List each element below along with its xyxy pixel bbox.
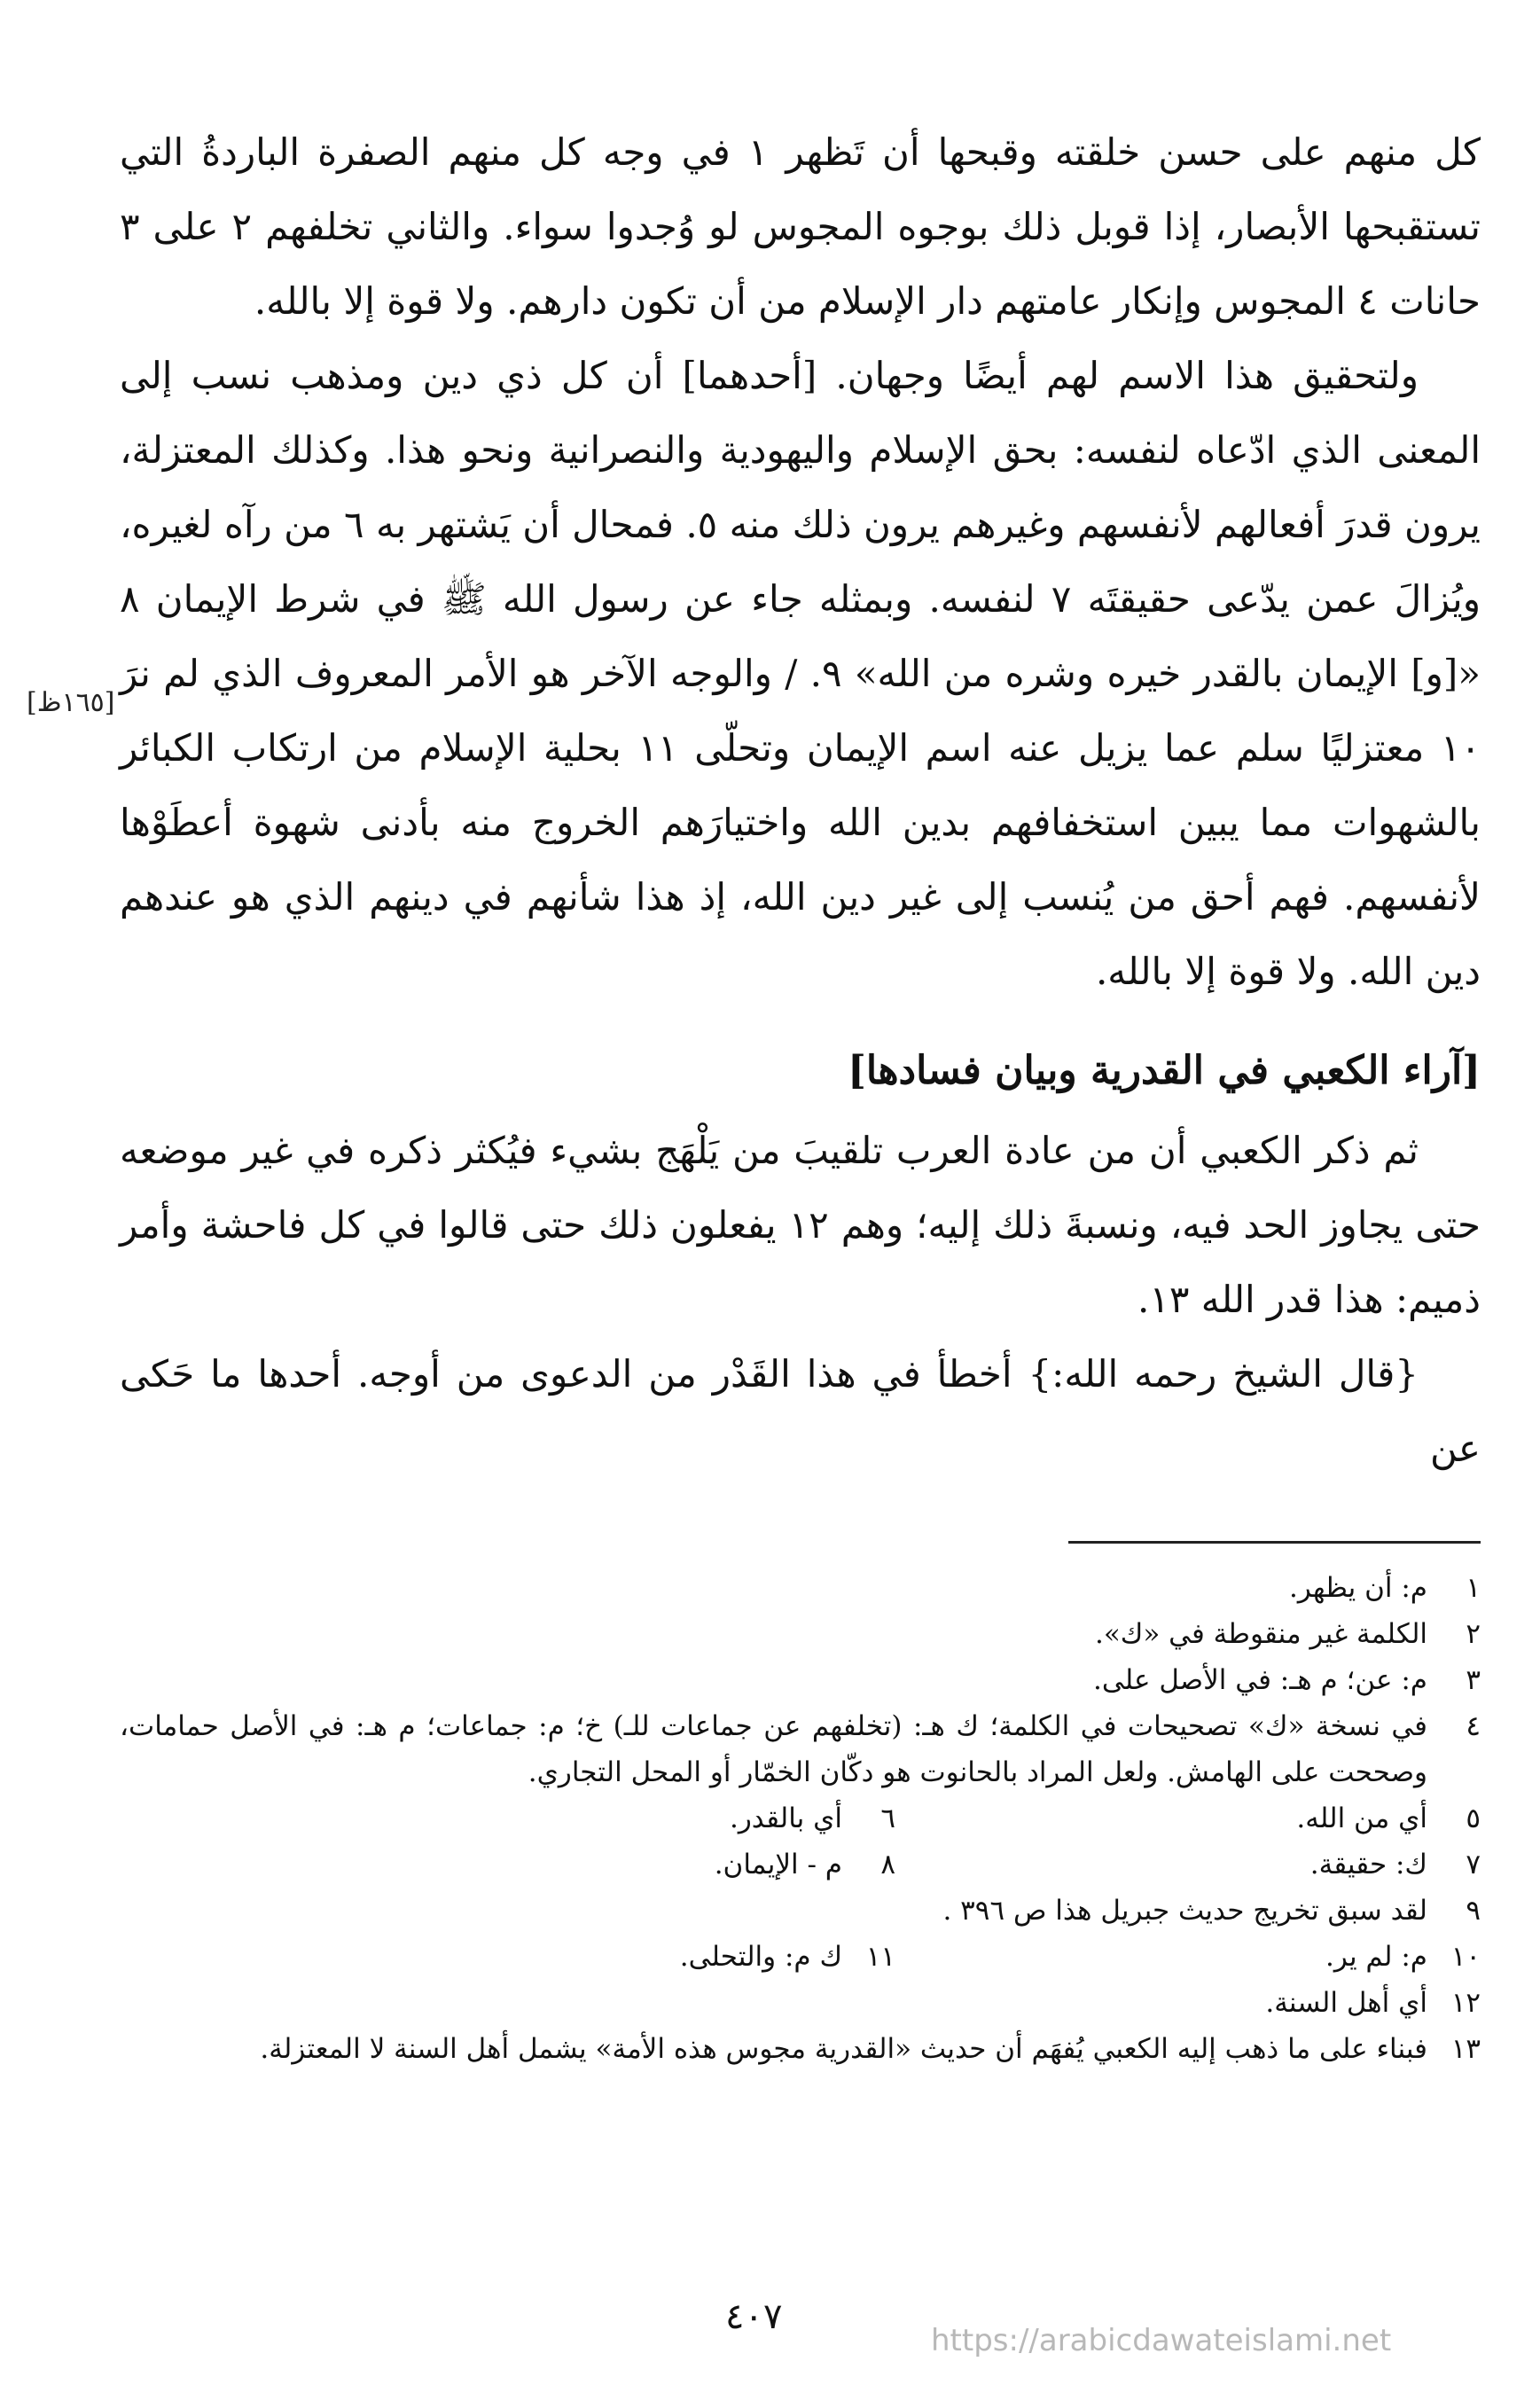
footnote — [895, 1795, 1481, 1842]
footnote-text: أي بالقدر. — [729, 1802, 842, 1834]
footnote — [895, 1842, 1481, 1888]
footnote-text: لقد سبق تخريج حديث جبريل هذا ص ٣٩٦ . — [942, 1895, 1427, 1927]
footnote-text: م: أن يظهر. — [1288, 1572, 1427, 1604]
paragraph-3: ثم ذكر الكعبي أن من عادة العرب تلقيبَ من يَلْهَج بشيء فيُكثر ذكره في غير موضعه حتى يجاوز الحد فيه، ونسبةَ ذلك إليه؛ وهم ١٢ يفعلون ذلك حتى قالوا في كل فاحشة وأمر ذميم: هذا قدر الله ١٣. — [120, 1129, 1481, 1321]
footnote-number: ١٢ — [1450, 1987, 1481, 2019]
footnote-text: م - الإيمان. — [714, 1849, 842, 1881]
footnote-number: ٣ — [1466, 1664, 1481, 1696]
margin-folio-note: [١٦٥ظ] — [27, 687, 115, 718]
footnote-text: ك: حقيقة. — [1309, 1849, 1427, 1881]
footnote-text: م: عن؛ م هـ: في الأصل على. — [1093, 1664, 1427, 1696]
footnote — [120, 1980, 1481, 2026]
footnote — [120, 1888, 1481, 1934]
main-text — [120, 115, 1481, 1486]
paragraph-2: ولتحقيق هذا الاسم لهم أيضًا وجهان. [أحدهما] أن كل ذي دين ومذهب نسب إلى المعنى الذي ادّعاه لنفسه: بحق الإسلام واليهودية والنصرانية ونحو هذا. وكذلك المعتزلة، يرون قدرَ أفعالهم لأنفسهم وغيرهم يرون ذلك منه ٥. فمحال أن يَشتهر به ٦ من رآه لغيره، ويُزالَ عمن يدّعى حقيقتَه ٧ لنفسه. وبمثله جاء عن رسول الله ﷺ في شرط الإيمان ٨ «[و] الإيمان بالقدر خيره وشره من الله» ٩. / والوجه الآخر هو الأمر المعروف الذي لم نرَ ١٠ معتزليًا سلم عما يزيل عنه اسم الإيمان وتحلّى ١١ بحلية الإسلام من ارتكاب الكبائر بالشهوات مما يبين استخفافهم بدين الله واختيارَهم الخروج منه بأدنى شهوة أعطَوْها لأنفسهم. فهم أحق من يُنسب إلى غير دين الله، إذ هذا شأنهم في دينهم الذي هو عندهم دين الله. ولا قوة إلا بالله. — [120, 354, 1481, 993]
footnote-number: ١٣ — [1450, 2033, 1481, 2065]
footnote-text: ك م: والتحلى. — [679, 1941, 842, 1973]
footnote-text: أي أهل السنة. — [1265, 1987, 1427, 2019]
footnote-number: ٦ — [880, 1802, 895, 1834]
footnote — [310, 1842, 895, 1888]
footnote-number: ٥ — [1466, 1802, 1481, 1834]
footnote-separator — [1068, 1541, 1481, 1544]
footnotes — [120, 1565, 1481, 2072]
footnote-number: ١١ — [865, 1941, 895, 1973]
footnote — [120, 1611, 1481, 1657]
footnote-text: أي من الله. — [1296, 1802, 1427, 1834]
footnote-number: ١ — [1466, 1572, 1481, 1604]
footnote-row — [120, 1934, 1481, 1980]
footnote-row — [120, 1842, 1481, 1888]
paragraph-1: كل منهم على حسن خلقته وقبحها أن تَظهر ١ في وجه كل منهم الصفرة الباردةُ التي تستقبحها الأبصار، إذا قوبل ذلك بوجوه المجوس لو وُجدوا سواء. والثاني تخلفهم ٢ على ٣ حانات ٤ المجوس وإنكار عامتهم دار الإسلام من أن تكون دارهم. ولا قوة إلا بالله. — [120, 130, 1481, 323]
footnote-number: ٢ — [1466, 1618, 1481, 1650]
footnote — [310, 1934, 895, 1980]
section-heading: [آراء الكعبي في القدرية وبيان فسادها] — [848, 1048, 1481, 1093]
footnote-text: فبناء على ما ذهب إليه الكعبي يُفهَم أن حديث «القدرية مجوس هذه الأمة» يشمل أهل السنة لا المعتزلة. — [260, 2033, 1427, 2065]
footnote — [120, 1657, 1481, 1703]
footnote-number: ٧ — [1466, 1849, 1481, 1881]
footnote — [120, 2026, 1481, 2072]
footnote-number: ٨ — [880, 1849, 895, 1881]
page-number: ٤٠٧ — [725, 2296, 783, 2337]
footnote-number: ٩ — [1466, 1895, 1481, 1927]
footnote — [310, 1795, 895, 1842]
watermark-url: https://arabicdawateislami.net — [931, 2323, 1392, 2358]
footnote-text: م: لم ير. — [1325, 1941, 1427, 1973]
footnote-text: الكلمة غير منقوطة في «ك». — [1094, 1618, 1427, 1650]
footnote-number: ١٠ — [1450, 1941, 1481, 1973]
paragraph-4: {قال الشيخ رحمه الله:} أخطأ في هذا القَدْر من الدعوى من أوجه. أحدها ما حَكى عن — [120, 1352, 1481, 1470]
footnote-row — [120, 1795, 1481, 1842]
footnote-text: في نسخة «ك» تصحيحات في الكلمة؛ ك هـ: (تخلفهم عن جماعات للـ) خ؛ م: جماعات؛ م هـ: في الأصل حمامات، وصححت على الهامش. ولعل المراد بالحانوت هو دكّان الخمّار أو المحل التجاري. — [120, 1710, 1427, 1788]
footnote — [120, 1703, 1481, 1795]
footnote — [120, 1565, 1481, 1611]
footnote-number: ٤ — [1466, 1710, 1481, 1742]
footnote — [895, 1934, 1481, 1980]
